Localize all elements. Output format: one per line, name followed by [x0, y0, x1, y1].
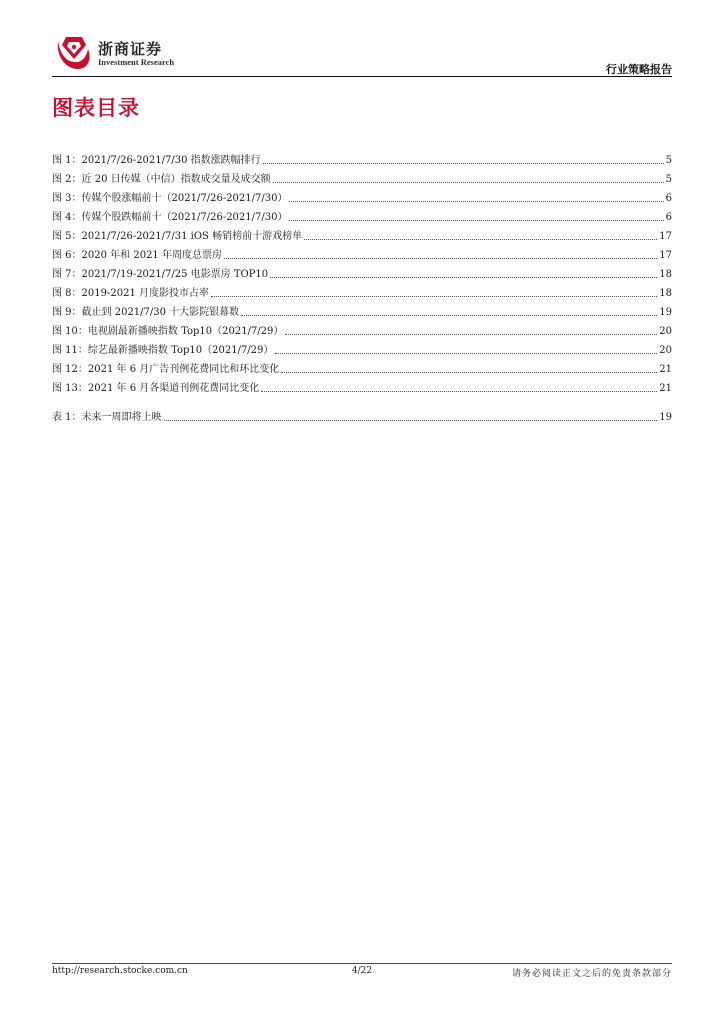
toc-entry-page: 5	[665, 155, 672, 166]
toc-entry-page: 5	[665, 174, 672, 185]
toc-entry-figure-8[interactable]	[52, 281, 672, 300]
toc-entry-label: 图 8：2019-2021 月度影投市占率	[52, 288, 209, 299]
dot-leader	[224, 258, 657, 259]
dot-leader	[211, 296, 657, 297]
toc-entry-label: 图 10：电视剧最新播映指数 Top10（2021/7/29）	[52, 326, 284, 337]
toc-entry-label: 图 11：综艺最新播映指数 Top10（2021/7/29）	[52, 345, 274, 356]
zheshang-logo-icon	[52, 33, 94, 73]
brand-name-cn: 浙商证券	[98, 40, 163, 58]
page-number: 4/22	[351, 966, 373, 976]
dot-leader	[304, 239, 657, 240]
dot-leader	[289, 220, 663, 221]
footer-url-link[interactable]: http://research.stocke.com.cn	[52, 966, 188, 976]
page-title: 图表目录	[52, 96, 140, 120]
dot-leader	[164, 420, 658, 421]
toc-entry-page: 6	[665, 212, 672, 223]
toc-entry-table-1[interactable]	[52, 405, 672, 424]
brand-name-en: Investment Research	[98, 57, 175, 67]
dot-leader	[275, 353, 657, 354]
dot-leader	[241, 315, 657, 316]
toc-entry-figure-11[interactable]	[52, 338, 672, 357]
toc-entry-figure-6[interactable]	[52, 243, 672, 262]
toc-entry-figure-3[interactable]	[52, 186, 672, 205]
toc-entry-figure-7[interactable]	[52, 262, 672, 281]
footer-divider	[52, 963, 672, 964]
toc-entry-page: 19	[659, 307, 672, 318]
toc-entry-label: 图 3：传媒个股涨幅前十（2021/7/26-2021/7/30）	[52, 193, 288, 204]
dot-leader	[261, 391, 657, 392]
toc-entry-label: 图 5：2021/7/26-2021/7/31 iOS 畅销榜前十游戏榜单	[52, 231, 303, 242]
toc-entry-page: 17	[659, 250, 672, 261]
toc-entry-figure-4[interactable]	[52, 205, 672, 224]
toc-entry-label: 图 9：截止到 2021/7/30 十大影院银幕数	[52, 307, 240, 318]
header-divider	[52, 76, 672, 77]
dot-leader	[289, 201, 663, 202]
toc-entry-figure-10[interactable]	[52, 319, 672, 338]
toc-entry-figure-5[interactable]	[52, 224, 672, 243]
toc-entry-label: 图 4：传媒个股跌幅前十（2021/7/26-2021/7/30）	[52, 212, 288, 223]
toc-entry-page: 20	[659, 326, 672, 337]
toc-entry-figure-1[interactable]	[52, 148, 672, 167]
toc-entry-label: 图 12：2021 年 6 月广告刊例花费同比和环比变化	[52, 364, 280, 375]
dot-leader	[281, 372, 657, 373]
toc-entry-figure-13[interactable]	[52, 376, 672, 395]
dot-leader	[285, 334, 657, 335]
toc-entry-label: 图 7：2021/7/19-2021/7/25 电影票房 TOP10	[52, 269, 269, 280]
toc-entry-label: 图 2：近 20 日传媒（中信）指数成交量及成交额	[52, 174, 271, 185]
toc-spacer	[52, 395, 672, 405]
toc-entry-page: 18	[659, 288, 672, 299]
toc-entry-page: 19	[659, 412, 672, 423]
dot-leader	[273, 182, 664, 183]
dot-leader	[270, 277, 657, 278]
toc-entry-label: 图 1：2021/7/26-2021/7/30 指数涨跌幅排行	[52, 155, 261, 166]
footer-disclaimer: 请务必阅读正文之后的免责条款部分	[511, 969, 672, 979]
toc-entry-figure-12[interactable]	[52, 357, 672, 376]
toc-entry-figure-9[interactable]	[52, 300, 672, 319]
toc-entry-label: 图 6：2020 年和 2021 年周度总票房	[52, 250, 222, 261]
toc-entry-figure-2[interactable]	[52, 167, 672, 186]
dot-leader	[263, 163, 664, 164]
report-type: 行业策略报告	[606, 63, 672, 76]
toc-entry-label: 图 13：2021 年 6 月各渠道刊例花费同比变化	[52, 383, 260, 394]
figure-toc	[52, 148, 672, 424]
toc-entry-label: 表 1：未来一周即将上映	[52, 412, 162, 423]
toc-entry-page: 18	[659, 269, 672, 280]
toc-entry-page: 6	[665, 193, 672, 204]
toc-entry-page: 17	[659, 231, 672, 242]
toc-entry-page: 21	[659, 383, 672, 394]
toc-entry-page: 21	[659, 364, 672, 375]
toc-entry-page: 20	[659, 345, 672, 356]
